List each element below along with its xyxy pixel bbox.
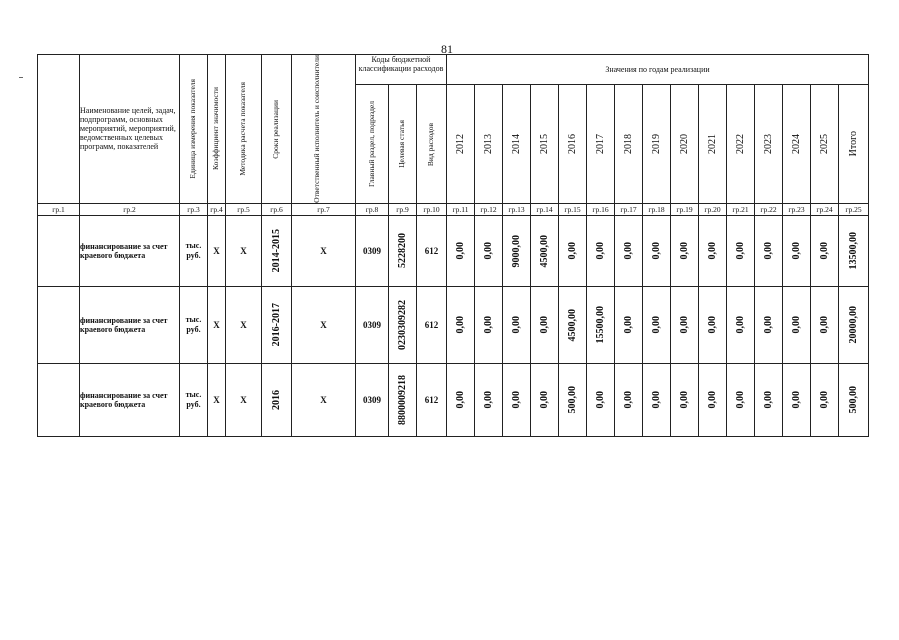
header-executor: Ответственный исполнитель и соисполнители	[311, 55, 321, 203]
header-year-cell	[783, 85, 811, 203]
header-executor-cell	[292, 55, 356, 204]
row-value: 0,00	[595, 242, 606, 260]
row-value: 0,00	[455, 391, 466, 409]
column-number: гр.18	[643, 203, 671, 215]
row-unit: тыс. руб.	[180, 363, 208, 436]
header-year: 2025	[819, 134, 830, 155]
column-number: гр.4	[208, 203, 226, 215]
header-coef: Коэффициент значимости	[211, 87, 221, 171]
row-value-cell	[699, 215, 727, 286]
row-coef: X	[208, 215, 226, 286]
header-year: 2017	[595, 134, 606, 155]
header-expense: Вид расходов	[426, 122, 436, 166]
row-value-cell	[447, 215, 475, 286]
row-section: 0309	[356, 363, 389, 436]
header-year: 2016	[567, 134, 578, 155]
row-value-cell	[587, 286, 615, 363]
row-value: 0,00	[539, 391, 550, 409]
row-value: 0,00	[595, 391, 606, 409]
column-number: гр.11	[447, 203, 475, 215]
header-year-cell	[615, 85, 643, 203]
header-year: 2013	[483, 134, 494, 155]
header-year: 2015	[539, 134, 550, 155]
row-value: 0,00	[483, 242, 494, 260]
row-value: 4500,00	[539, 234, 550, 268]
row-value-cell	[475, 286, 503, 363]
header-year-cell	[839, 85, 869, 203]
row-value: 0,00	[679, 316, 690, 334]
row-section: 0309	[356, 286, 389, 363]
row-target-cell	[389, 215, 417, 286]
row-unit: тыс. руб.	[180, 215, 208, 286]
header-expense-cell	[417, 85, 447, 203]
row-period: 2014-2015	[271, 229, 282, 273]
row-value: 0,00	[679, 391, 690, 409]
row-target: 5228200	[397, 233, 408, 269]
column-number: гр.5	[226, 203, 262, 215]
row-value-cell	[783, 363, 811, 436]
row-value: 0,00	[763, 316, 774, 334]
column-number: гр.13	[503, 203, 531, 215]
row-value-cell	[643, 286, 671, 363]
header-target: Целевая статья	[397, 120, 407, 169]
header-year-cell	[671, 85, 699, 203]
header-unit: Единица измерения показателя	[188, 79, 198, 179]
row-value-cell	[811, 215, 839, 286]
row-value: 500,00	[567, 386, 578, 414]
column-number: гр.22	[755, 203, 783, 215]
row-value: 0,00	[455, 242, 466, 260]
column-number: гр.23	[783, 203, 811, 215]
table-row	[38, 215, 869, 286]
row-value: 15500,00	[595, 306, 606, 344]
header-year: 2023	[763, 134, 774, 155]
row-value: 0,00	[735, 242, 746, 260]
row-target-cell	[389, 363, 417, 436]
row-value-cell	[559, 215, 587, 286]
row-value: 13500,00	[848, 232, 859, 270]
row-value-cell	[699, 286, 727, 363]
header-year-cell	[727, 85, 755, 203]
header-section-cell	[356, 85, 389, 203]
table-row	[38, 286, 869, 363]
row-value-cell	[503, 363, 531, 436]
row-value: 9000,00	[511, 234, 522, 268]
column-number: гр.15	[559, 203, 587, 215]
row-value-cell	[839, 363, 869, 436]
row-value-cell	[755, 286, 783, 363]
row-target: 8800009218	[397, 374, 408, 425]
column-number: гр.24	[811, 203, 839, 215]
column-number: гр.17	[615, 203, 643, 215]
row-num	[38, 215, 80, 286]
row-value-cell	[755, 363, 783, 436]
row-value: 0,00	[707, 316, 718, 334]
row-value-cell	[475, 363, 503, 436]
column-number: гр.6	[262, 203, 292, 215]
row-period-cell	[262, 363, 292, 436]
row-expense: 612	[417, 286, 447, 363]
column-number: гр.9	[389, 203, 417, 215]
header-budget-group: Коды бюджетной классификации расходов	[356, 55, 447, 85]
header-year-cell	[643, 85, 671, 203]
row-method: X	[226, 363, 262, 436]
row-period: 2016-2017	[271, 303, 282, 347]
row-value-cell	[503, 286, 531, 363]
row-value-cell	[727, 363, 755, 436]
scan-mark	[19, 77, 23, 78]
header-year-cell	[531, 85, 559, 203]
row-value: 0,00	[511, 391, 522, 409]
row-num	[38, 363, 80, 436]
budget-table	[37, 54, 869, 437]
row-executor: X	[292, 286, 356, 363]
header-year-cell	[811, 85, 839, 203]
row-value-cell	[615, 286, 643, 363]
row-value: 0,00	[567, 242, 578, 260]
row-value-cell	[559, 286, 587, 363]
row-value-cell	[643, 363, 671, 436]
row-value-cell	[643, 215, 671, 286]
row-value-cell	[587, 363, 615, 436]
header-year: 2014	[511, 134, 522, 155]
row-period: 2016	[271, 389, 282, 410]
row-value-cell	[531, 286, 559, 363]
header-unit-cell	[180, 55, 208, 204]
row-name: финансирование за счет краевого бюджета	[80, 286, 180, 363]
row-unit: тыс. руб.	[180, 286, 208, 363]
row-value: 0,00	[455, 316, 466, 334]
row-value-cell	[531, 215, 559, 286]
page-number: 81	[441, 42, 453, 56]
row-value-cell	[783, 286, 811, 363]
row-value: 0,00	[707, 242, 718, 260]
row-value: 0,00	[791, 391, 802, 409]
header-year-cell	[699, 85, 727, 203]
row-value: 0,00	[651, 242, 662, 260]
row-method: X	[226, 215, 262, 286]
header-year: Итого	[848, 131, 859, 157]
row-value-cell	[839, 286, 869, 363]
header-period: Сроки реализации	[271, 99, 281, 159]
row-value: 0,00	[707, 391, 718, 409]
row-value: 0,00	[791, 242, 802, 260]
header-period-cell	[262, 55, 292, 204]
row-value-cell	[699, 363, 727, 436]
row-value-cell	[447, 363, 475, 436]
row-value: 0,00	[623, 316, 634, 334]
header-target-cell	[389, 85, 417, 203]
column-number: гр.8	[356, 203, 389, 215]
column-number: гр.3	[180, 203, 208, 215]
header-year-cell	[559, 85, 587, 203]
row-period-cell	[262, 286, 292, 363]
row-value-cell	[615, 215, 643, 286]
row-value-cell	[671, 215, 699, 286]
row-value-cell	[615, 363, 643, 436]
row-value-cell	[475, 215, 503, 286]
row-name: финансирование за счет краевого бюджета	[80, 215, 180, 286]
row-value: 0,00	[763, 391, 774, 409]
row-value-cell	[755, 215, 783, 286]
row-value: 0,00	[791, 316, 802, 334]
row-value-cell	[727, 215, 755, 286]
row-coef: X	[208, 286, 226, 363]
header-year-cell	[755, 85, 783, 203]
row-section: 0309	[356, 215, 389, 286]
row-value-cell	[811, 363, 839, 436]
row-value-cell	[447, 286, 475, 363]
row-expense: 612	[417, 215, 447, 286]
header-year: 2022	[735, 134, 746, 155]
header-year: 2018	[623, 134, 634, 155]
row-value: 0,00	[735, 391, 746, 409]
row-value-cell	[671, 286, 699, 363]
column-number: гр.7	[292, 203, 356, 215]
header-year: 2019	[651, 134, 662, 155]
header-method: Методика расчета показателя	[238, 82, 248, 176]
column-number: гр.20	[699, 203, 727, 215]
column-number: гр.10	[417, 203, 447, 215]
column-number: гр.14	[531, 203, 559, 215]
header-year-cell	[503, 85, 531, 203]
row-value-cell	[839, 215, 869, 286]
header-year: 2021	[707, 134, 718, 155]
row-period-cell	[262, 215, 292, 286]
header-year: 2012	[455, 134, 466, 155]
row-value-cell	[503, 215, 531, 286]
row-value: 0,00	[539, 316, 550, 334]
column-number: гр.25	[839, 203, 869, 215]
header-year: 2020	[679, 134, 690, 155]
row-value: 0,00	[623, 242, 634, 260]
row-value: 0,00	[483, 391, 494, 409]
table-row	[38, 363, 869, 436]
header-name: Наименование целей, задач, подпрограмм, основных мероприятий, мероприятий, ведомственных целевых программ, показателей	[80, 55, 180, 204]
row-target: 0230309282	[397, 299, 408, 350]
column-number: гр.16	[587, 203, 615, 215]
row-value-cell	[531, 363, 559, 436]
row-value: 0,00	[735, 316, 746, 334]
row-value: 0,00	[651, 316, 662, 334]
row-value: 0,00	[819, 316, 830, 334]
header-num-cell	[38, 55, 80, 204]
row-coef: X	[208, 363, 226, 436]
row-value: 20000,00	[848, 306, 859, 344]
column-number: гр.2	[80, 203, 180, 215]
column-number: гр.12	[475, 203, 503, 215]
row-value: 4500,00	[567, 308, 578, 342]
row-value-cell	[559, 363, 587, 436]
row-value: 0,00	[819, 242, 830, 260]
row-num	[38, 286, 80, 363]
row-value: 0,00	[679, 242, 690, 260]
column-number: гр.19	[671, 203, 699, 215]
row-target-cell	[389, 286, 417, 363]
row-value-cell	[727, 286, 755, 363]
header-year-cell	[447, 85, 475, 203]
row-value: 500,00	[848, 386, 859, 414]
header-coef-cell	[208, 55, 226, 204]
row-executor: X	[292, 215, 356, 286]
header-section: Главный раздел, подраздел	[366, 101, 376, 188]
row-value: 0,00	[651, 391, 662, 409]
header-method-cell	[226, 55, 262, 204]
column-number: гр.21	[727, 203, 755, 215]
row-value: 0,00	[623, 391, 634, 409]
row-value: 0,00	[511, 316, 522, 334]
column-number: гр.1	[38, 203, 80, 215]
row-value-cell	[811, 286, 839, 363]
row-value-cell	[671, 363, 699, 436]
row-method: X	[226, 286, 262, 363]
row-value: 0,00	[483, 316, 494, 334]
row-executor: X	[292, 363, 356, 436]
row-expense: 612	[417, 363, 447, 436]
header-year-cell	[587, 85, 615, 203]
header-year-cell	[475, 85, 503, 203]
row-value: 0,00	[819, 391, 830, 409]
row-value-cell	[587, 215, 615, 286]
row-value: 0,00	[763, 242, 774, 260]
row-value-cell	[783, 215, 811, 286]
header-values-group: Значения по годам реализации	[447, 55, 869, 85]
header-year: 2024	[791, 134, 802, 155]
row-name: финансирование за счет краевого бюджета	[80, 363, 180, 436]
